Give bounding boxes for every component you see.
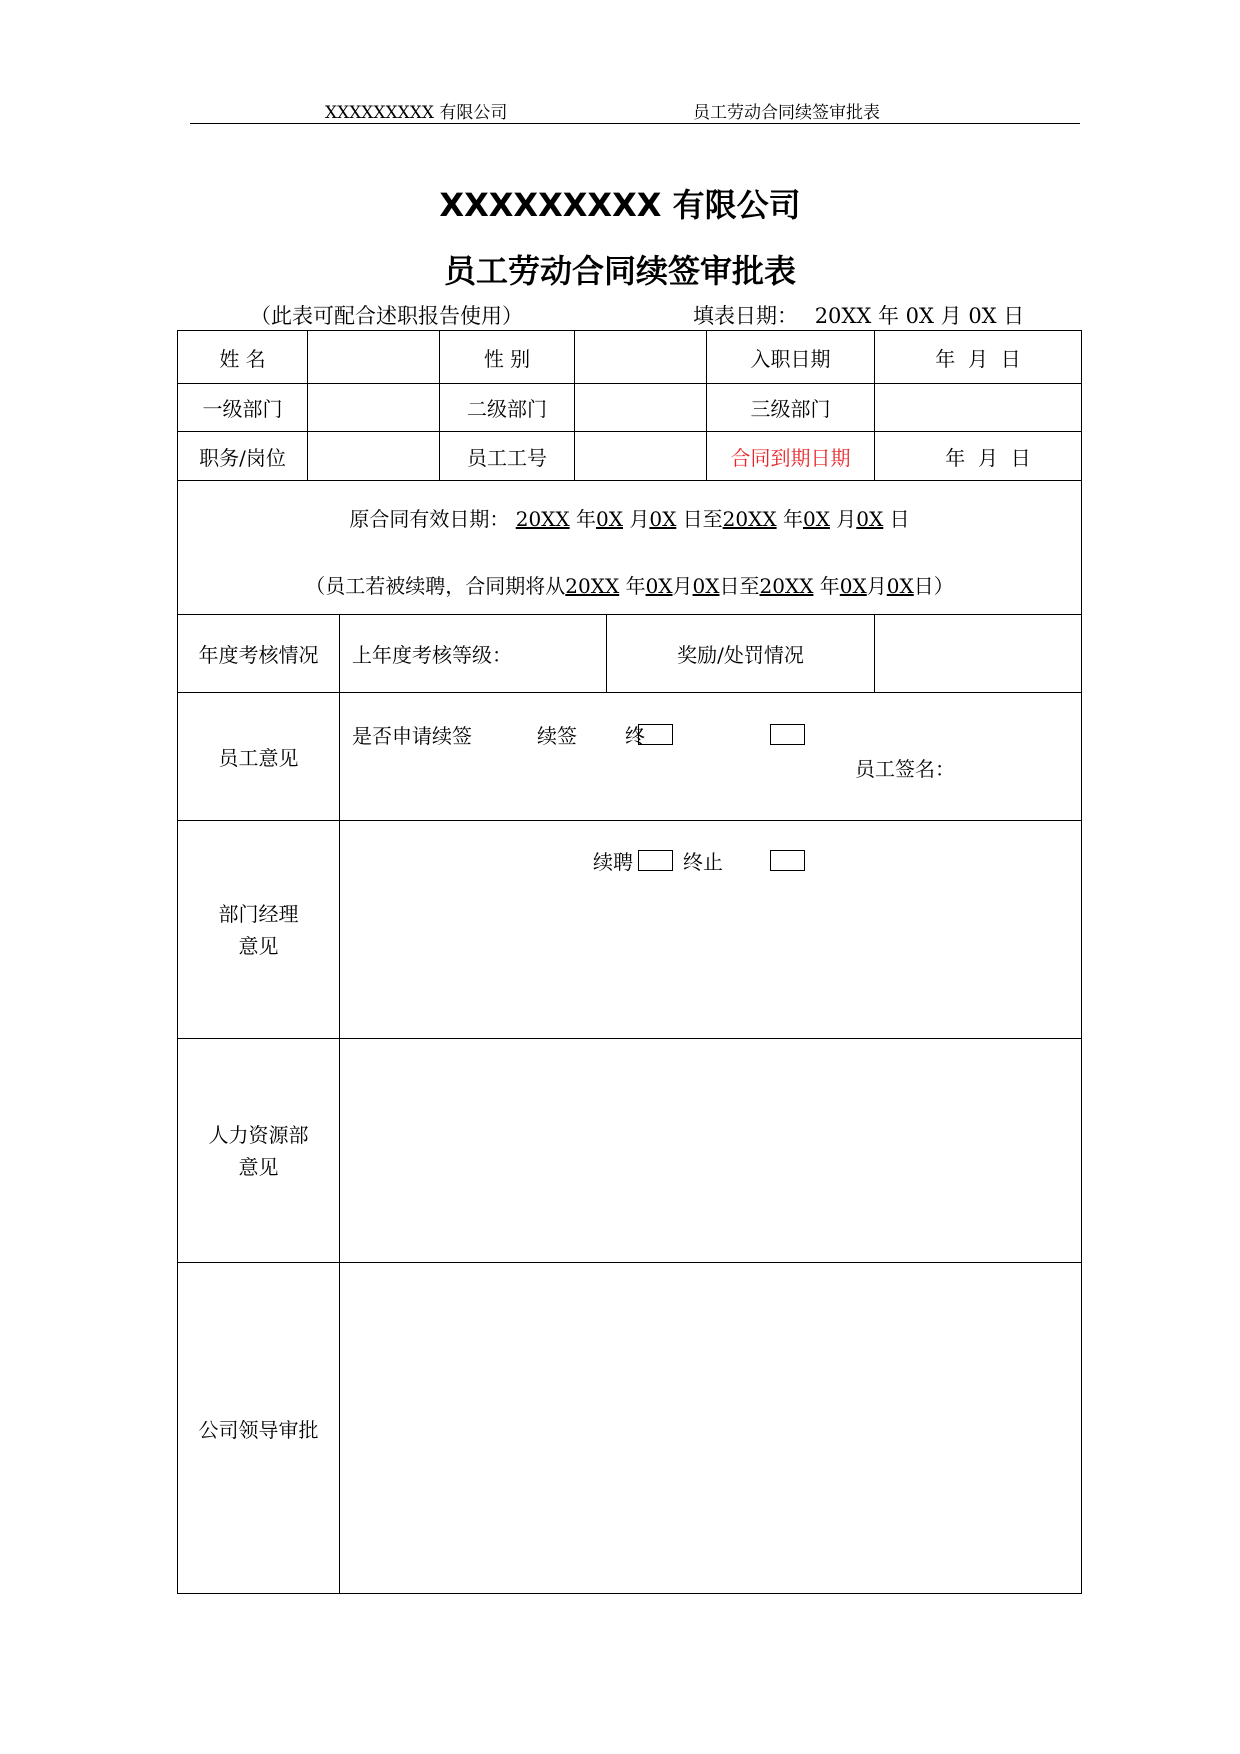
dept2-field[interactable] (575, 384, 707, 432)
table-row (178, 693, 1082, 821)
original-end-year: 20XX (722, 507, 777, 531)
dept-renew-label: 续聘 (593, 850, 633, 874)
fill-date-label: 填表日期： (693, 304, 798, 328)
year-unit: 年 (625, 574, 646, 598)
terminate-checkbox[interactable] (770, 724, 805, 745)
other-option-label: 终 (625, 724, 645, 748)
form-title: 员工劳动合同续签审批表 (443, 252, 796, 290)
header-divider (190, 123, 1080, 124)
table-row (178, 1263, 1082, 1594)
fill-date-value: 20XX 年 0X 月 0X 日 (814, 304, 1025, 328)
hire-date-label: 入职日期 (707, 331, 875, 384)
hr-label (178, 1039, 340, 1263)
table-row (178, 1039, 1082, 1263)
last-year-grade-field[interactable] (340, 615, 607, 693)
employee-opinion-label: 员工意见 (178, 693, 340, 821)
table-row (178, 331, 1082, 384)
renewal-start-year: 20XX (565, 574, 620, 598)
dept-terminate-checkbox[interactable] (770, 850, 805, 871)
dept-manager-opinion-cell[interactable] (340, 821, 1082, 1039)
day-to-unit: 日至 (719, 574, 760, 598)
original-start-year: 20XX (515, 507, 570, 531)
year-unit: 年 (782, 507, 803, 531)
dept-renew-checkbox[interactable] (638, 850, 673, 871)
hr-label-line2: 意见 (238, 1154, 279, 1179)
employee-opinion-cell (340, 693, 1082, 821)
dept-manager-label-line1: 部门经理 (218, 901, 299, 926)
month-unit: 月 (672, 574, 693, 598)
original-end-month: 0X (802, 507, 830, 531)
dept2-label: 二级部门 (440, 384, 575, 432)
dept-manager-label (178, 821, 340, 1039)
dept3-label: 三级部门 (707, 384, 875, 432)
dept-manager-label-line2: 意见 (238, 933, 279, 958)
renewal-start-month: 0X (645, 574, 673, 598)
table-row (178, 481, 1082, 615)
original-end-day: 0X (856, 507, 884, 531)
original-start-month: 0X (596, 507, 623, 531)
hr-opinion-cell[interactable] (340, 1039, 1082, 1263)
day-to-unit: 日至 (682, 507, 723, 531)
renewal-note-prefix: （员工若被续聘，合同期将从 (305, 574, 566, 598)
month-unit: 月 (866, 574, 887, 598)
company-title: XXXXXXXXX 有限公司 (439, 186, 801, 224)
employee-signature-label: 员工签名： (855, 757, 955, 781)
name-field[interactable] (308, 331, 440, 384)
month-unit: 月 (629, 507, 650, 531)
renew-option-label: 续签 (537, 724, 577, 748)
apply-renewal-label: 是否申请续签 (352, 724, 472, 748)
day-unit: 日 (889, 507, 910, 531)
table-row (178, 821, 1082, 1039)
renewal-start-day: 0X (692, 574, 720, 598)
gender-label: 性 别 (440, 331, 575, 384)
renewal-note-suffix: 日） (913, 574, 954, 598)
month-unit: 月 (836, 507, 857, 531)
leadership-label: 公司领导审批 (178, 1263, 340, 1594)
renewal-note-line (178, 570, 1081, 599)
dept1-field[interactable] (308, 384, 440, 432)
renewal-end-day: 0X (886, 574, 914, 598)
table-row (178, 384, 1082, 432)
hire-date-field[interactable]: 年 月 日 (875, 331, 1082, 384)
employee-id-label: 员工工号 (440, 432, 575, 481)
year-unit: 年 (576, 507, 597, 531)
employee-id-field[interactable] (575, 432, 707, 481)
appraisal-label: 年度考核情况 (178, 615, 340, 693)
renew-checkbox[interactable] (638, 724, 673, 745)
usage-note: （此表可配合述职报告使用） (250, 304, 523, 328)
original-start-day: 0X (649, 507, 677, 531)
position-label: 职务/岗位 (178, 432, 308, 481)
fill-date (693, 300, 1024, 330)
reward-field[interactable] (875, 615, 1082, 693)
header-form-name: 员工劳动合同续签审批表 (693, 103, 880, 123)
table-row (178, 615, 1082, 693)
name-label: 姓 名 (178, 331, 308, 384)
gender-field[interactable] (575, 331, 707, 384)
contract-expiry-label: 合同到期日期 (707, 432, 875, 481)
renewal-end-month: 0X (839, 574, 867, 598)
contract-expiry-field[interactable]: 年 月 日 (875, 432, 1082, 481)
reward-label: 奖励/处罚情况 (607, 615, 875, 693)
table-row (178, 432, 1082, 481)
hr-label-line1: 人力资源部 (208, 1122, 309, 1147)
last-year-grade-label: 上年度考核等级： (352, 643, 512, 667)
dept-terminate-label: 终止 (683, 850, 723, 874)
approval-form-table (177, 330, 1082, 1594)
dept1-label: 一级部门 (178, 384, 308, 432)
dept3-field[interactable] (875, 384, 1082, 432)
header-company: XXXXXXXXX 有限公司 (325, 103, 508, 123)
original-contract-label: 原合同有效日期： (349, 507, 510, 531)
leadership-approval-cell[interactable] (340, 1263, 1082, 1594)
year-unit: 年 (819, 574, 840, 598)
renewal-end-year: 20XX (759, 574, 814, 598)
position-field[interactable] (308, 432, 440, 481)
contract-period-cell (178, 481, 1082, 615)
original-contract-line (178, 503, 1081, 532)
